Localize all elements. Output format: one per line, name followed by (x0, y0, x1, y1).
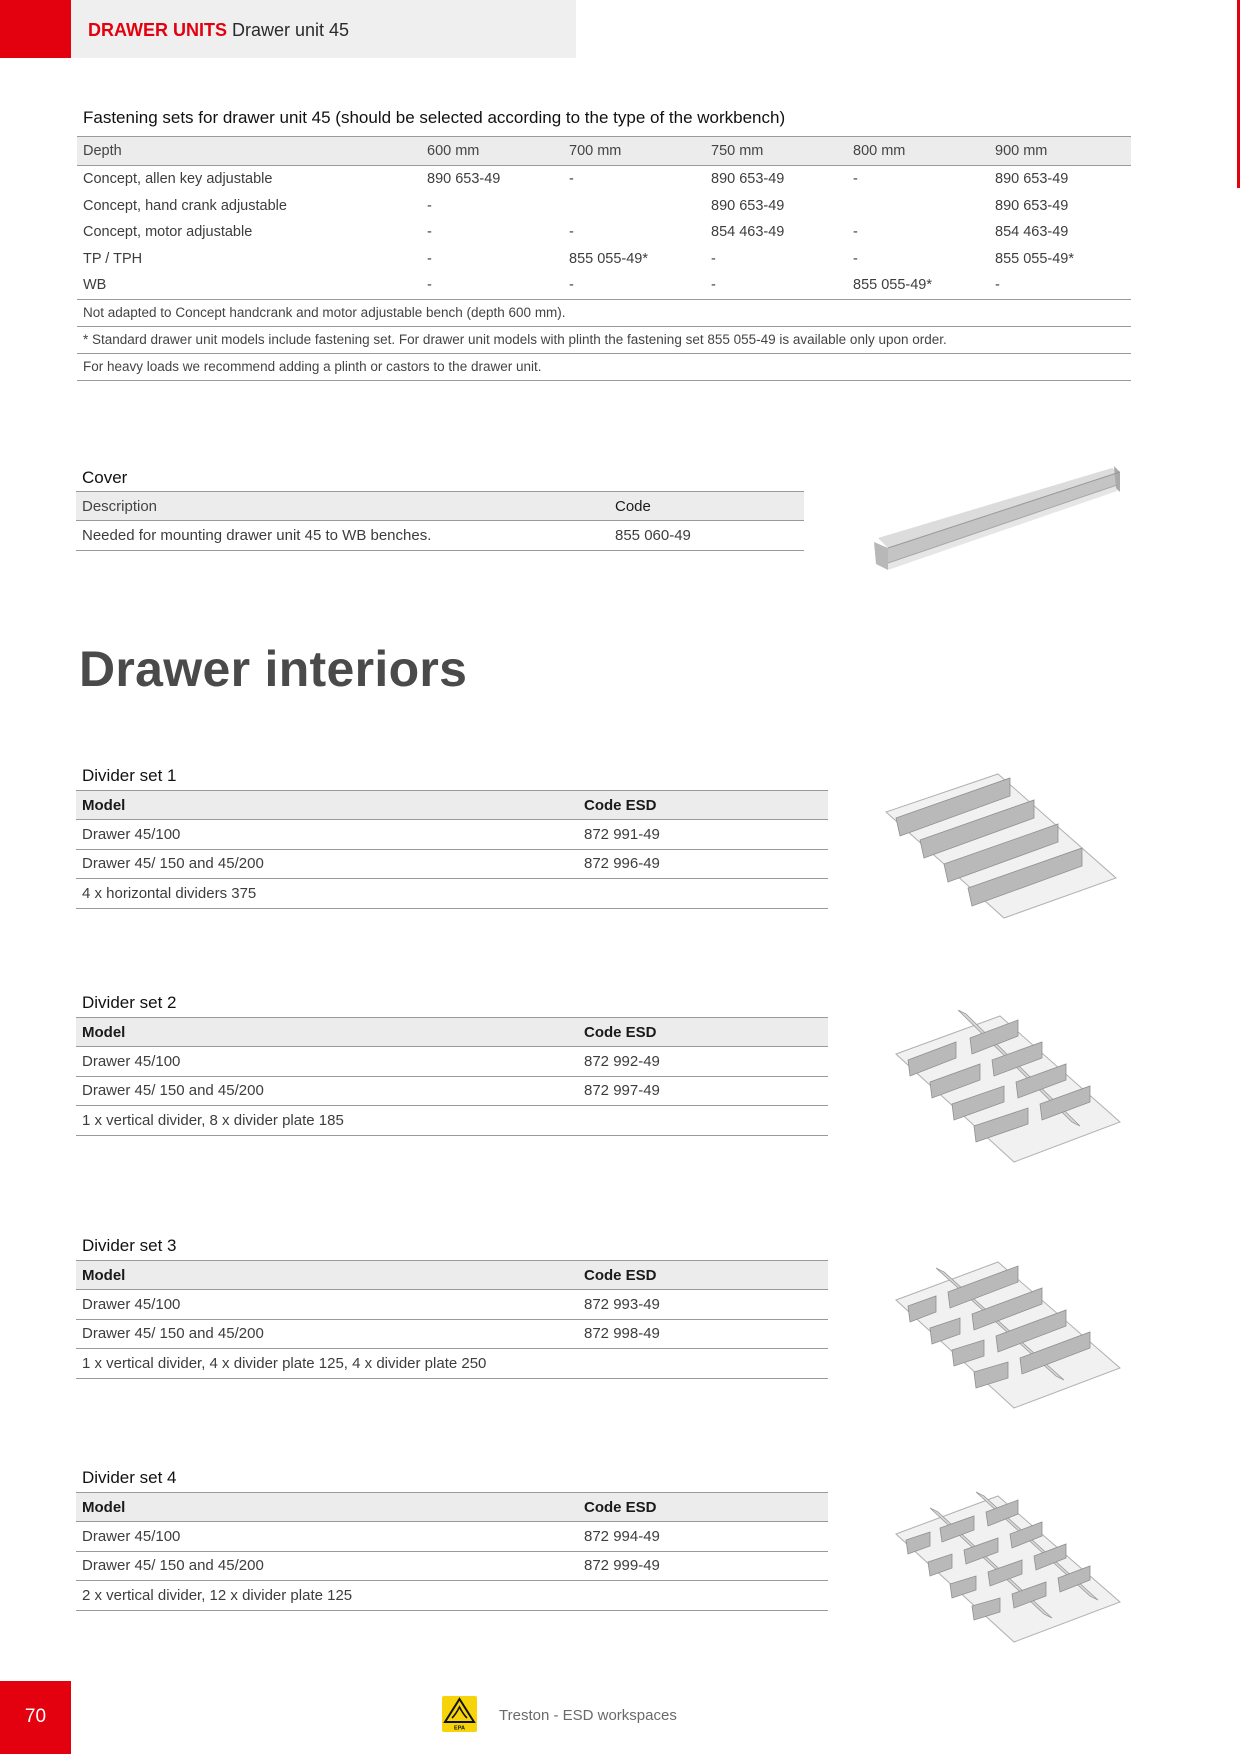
table-note: 1 x vertical divider, 8 x divider plate 185 (76, 1106, 828, 1136)
table-note: Not adapted to Concept handcrank and motor adjustable bench (depth 600 mm). (77, 299, 1131, 326)
fastening-table (77, 136, 1131, 381)
table-row (77, 246, 1131, 273)
table-note: For heavy loads we recommend adding a plinth or castors to the drawer unit. (77, 353, 1131, 380)
col-code-esd: Code ESD (578, 1261, 828, 1290)
table-row (76, 1290, 828, 1320)
divider-set-4-image (892, 1488, 1124, 1644)
divider-header-row (76, 1493, 828, 1522)
table-cell: 890 653-49 (427, 171, 501, 188)
table-cell: 890 653-49 (995, 197, 1069, 214)
table-cell: - (705, 272, 847, 299)
table-cell: 872 996-49 (578, 849, 828, 879)
esd-epa-logo-icon (442, 1696, 477, 1732)
table-row (77, 219, 1131, 246)
fastening-col-header: 600 mm (421, 137, 563, 166)
table-cell: 854 463-49 (711, 224, 785, 241)
divider-set-3-table (76, 1260, 828, 1379)
fastening-col-header: 800 mm (847, 137, 989, 166)
cover-table (76, 491, 804, 551)
table-cell: - (853, 224, 858, 241)
table-row (76, 849, 828, 879)
table-cell: - (711, 250, 716, 267)
table-cell: - (569, 171, 574, 188)
fastening-header-row (77, 137, 1131, 166)
drawer-interiors-title: Drawer interiors (79, 641, 468, 697)
table-row (76, 1319, 828, 1349)
table-note-row (77, 353, 1131, 380)
table-cell: Drawer 45/100 (76, 1290, 578, 1320)
table-row (77, 193, 1131, 220)
table-note: 4 x horizontal dividers 375 (76, 879, 828, 909)
col-model: Model (76, 1261, 578, 1290)
esd-epa-logo-icon (442, 1696, 477, 1732)
cover-product-image (864, 462, 1124, 580)
table-note-row (76, 1349, 828, 1379)
header-title (88, 20, 349, 41)
col-model: Model (76, 1018, 578, 1047)
table-note-row (77, 299, 1131, 326)
table-cell: 890 653-49 (711, 197, 785, 214)
col-code-esd: Code ESD (578, 1018, 828, 1047)
table-row (76, 1076, 828, 1106)
fastening-col-header: Depth (77, 137, 421, 166)
table-row (76, 1522, 828, 1552)
table-cell: Drawer 45/ 150 and 45/200 (76, 849, 578, 879)
header-red-block (0, 0, 71, 58)
divider-header-row (76, 1018, 828, 1047)
fastening-col-header: 700 mm (563, 137, 705, 166)
table-cell: 855 060-49 (609, 521, 804, 551)
table-cell (563, 193, 705, 220)
table-note-row (76, 1106, 828, 1136)
table-cell: Drawer 45/ 150 and 45/200 (76, 1319, 578, 1349)
table-cell: - (427, 224, 432, 241)
header-section: DRAWER UNITS (88, 20, 227, 40)
table-note-row (77, 326, 1131, 353)
table-note-row (76, 1581, 828, 1611)
cover-title: Cover (82, 468, 128, 487)
divider-set-3-title: Divider set 3 (82, 1236, 177, 1255)
table-cell: 872 994-49 (578, 1522, 828, 1552)
fastening-col-header: 900 mm (989, 137, 1131, 166)
table-cell: TP / TPH (83, 250, 143, 267)
divider-header-row (76, 1261, 828, 1290)
table-cell: - (853, 250, 858, 267)
table-cell: 872 999-49 (578, 1551, 828, 1581)
table-note-row (76, 879, 828, 909)
cover-header-row (76, 492, 804, 521)
divider-set-1-title: Divider set 1 (82, 766, 177, 785)
table-cell: 855 055-49* (847, 272, 989, 299)
divider-set-4-title: Divider set 4 (82, 1468, 177, 1487)
table-cell: Concept, hand crank adjustable (83, 197, 287, 214)
epa-logo-text: EPA (454, 1725, 465, 1732)
table-cell: Drawer 45/100 (76, 820, 578, 850)
table-cell: 872 997-49 (578, 1076, 828, 1106)
table-cell: - (427, 250, 432, 267)
table-cell: - (421, 272, 563, 299)
header-page: Drawer unit 45 (232, 20, 350, 40)
table-cell: Drawer 45/ 150 and 45/200 (76, 1076, 578, 1106)
table-note: 2 x vertical divider, 12 x divider plate 125 (76, 1581, 828, 1611)
table-cell: 855 055-49* (995, 250, 1075, 267)
divider-set-1-image (880, 770, 1120, 920)
table-note: 1 x vertical divider, 4 x divider plate 125, 4 x divider plate 250 (76, 1349, 828, 1379)
table-cell: 872 992-49 (578, 1047, 828, 1077)
table-cell: 890 653-49 (711, 171, 785, 188)
page-number: 70 (24, 1706, 47, 1727)
table-row (77, 166, 1131, 193)
table-row (76, 521, 804, 551)
table-note: * Standard drawer unit models include fastening set. For drawer unit models with plinth the fastening set 855 055-49 is available only upon order. (77, 326, 1131, 353)
footer-text: Treston - ESD workspaces (499, 1707, 677, 1724)
table-cell: Concept, allen key adjustable (83, 171, 273, 188)
divider-set-2-title: Divider set 2 (82, 993, 177, 1012)
col-model: Model (76, 1493, 578, 1522)
table-cell: Concept, motor adjustable (83, 224, 253, 241)
table-cell: - (853, 171, 858, 188)
table-cell: 855 055-49* (569, 250, 649, 267)
table-row (76, 820, 828, 850)
table-cell: Drawer 45/100 (76, 1047, 578, 1077)
divider-set-2-table (76, 1017, 828, 1136)
col-model: Model (76, 791, 578, 820)
table-cell: - (427, 197, 432, 214)
table-cell: Drawer 45/100 (76, 1522, 578, 1552)
table-cell: Drawer 45/ 150 and 45/200 (76, 1551, 578, 1581)
fastening-col-header: 750 mm (705, 137, 847, 166)
table-cell: 872 998-49 (578, 1319, 828, 1349)
table-cell (847, 193, 989, 220)
table-cell: - (989, 272, 1131, 299)
table-cell: - (569, 224, 574, 241)
table-row (76, 1551, 828, 1581)
fastening-title: Fastening sets for drawer unit 45 (should be selected according to the type of the workbench) (83, 108, 786, 127)
table-row (76, 1047, 828, 1077)
table-cell: Needed for mounting drawer unit 45 to WB benches. (76, 521, 609, 551)
table-cell: 854 463-49 (995, 224, 1069, 241)
cover-col-code: Code (609, 492, 804, 521)
table-cell: 872 991-49 (578, 820, 828, 850)
col-code-esd: Code ESD (578, 791, 828, 820)
table-cell: - (563, 272, 705, 299)
table-cell: 890 653-49 (995, 171, 1069, 188)
divider-set-2-image (892, 1010, 1124, 1164)
col-code-esd: Code ESD (578, 1493, 828, 1522)
table-cell: 872 993-49 (578, 1290, 828, 1320)
table-cell: WB (77, 272, 421, 299)
table-row (77, 272, 1131, 299)
divider-set-1-table (76, 790, 828, 909)
divider-set-3-image (892, 1254, 1124, 1410)
divider-header-row (76, 791, 828, 820)
divider-set-4-table (76, 1492, 828, 1611)
cover-col-description: Description (76, 492, 609, 521)
